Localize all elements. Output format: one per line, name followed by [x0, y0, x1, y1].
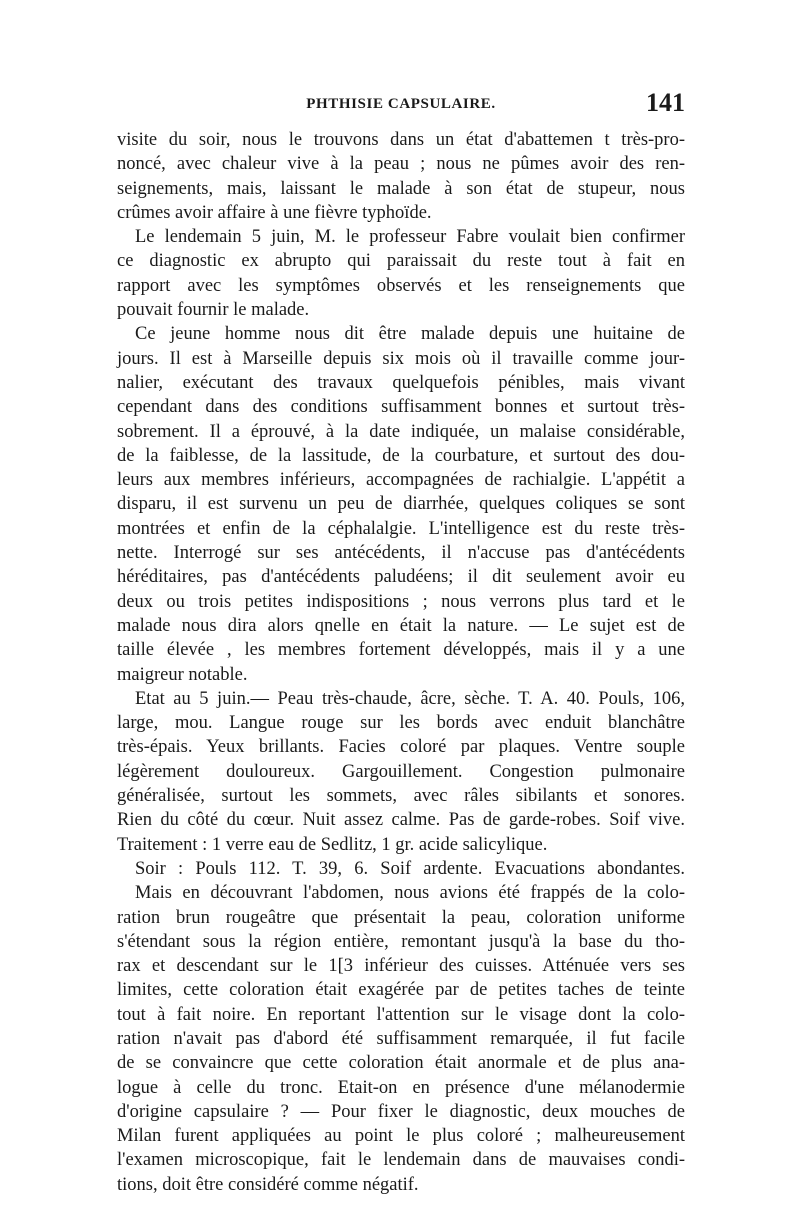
text-line: logue à celle du tronc. Etait-on en présence d'une mélanodermie: [117, 1077, 685, 1098]
text-line: leurs aux membres inférieurs, accompagnées de rachialgie. L'appétit a: [117, 470, 685, 491]
text-line: noncé, avec chaleur vive à la peau ; nous ne pûmes avoir des ren-: [117, 154, 685, 175]
text-line: sobrement. Il a éprouvé, à la date indiquée, un malaise considérable,: [117, 421, 685, 442]
text-line: pouvait fournir le malade.: [117, 300, 310, 321]
text-line: Soir : Pouls 112. T. 39, 6. Soif ardente. Evacuations abondantes.: [135, 858, 685, 879]
text-line: rapport avec les symptômes observés et les renseignements que: [117, 275, 685, 296]
text-line: nette. Interrogé sur ses antécédents, il n'accuse pas d'antécédents: [117, 543, 685, 564]
text-line: limites, cette coloration était exagérée par de petites taches de teinte: [117, 980, 685, 1001]
text-line: deux ou trois petites indispositions ; nous verrons plus tard et le: [117, 591, 685, 612]
text-line: maigreur notable.: [117, 664, 248, 685]
text-line: Milan furent appliquées au point le plus coloré ; malheureusement: [117, 1126, 685, 1147]
text-line: ration n'avait pas d'abord été suffisamment remarquée, il fut facile: [117, 1028, 685, 1049]
text-line: seignements, mais, laissant le malade à son état de stupeur, nous: [117, 178, 685, 199]
text-line: taille élevée , les membres fortement développés, mais il y a une: [117, 640, 685, 661]
text-line: visite du soir, nous le trouvons dans un état d'abattemen t très-pro-: [117, 130, 685, 150]
text-line: tout à fait noire. En reportant l'attention sur le visage dont la colo-: [117, 1004, 685, 1025]
text-line: large, mou. Langue rouge sur les bords avec enduit blanchâtre: [117, 713, 685, 734]
text-line: de la faiblesse, de la lassitude, de la courbature, et surtout des dou-: [117, 445, 685, 466]
text-line: Mais en découvrant l'abdomen, nous avions été frappés de la colo-: [135, 883, 685, 904]
running-head: [117, 88, 685, 122]
text-line: rax et descendant sur le 1[3 inférieur des cuisses. Atténuée vers ses: [117, 956, 685, 977]
text-line: Traitement : 1 verre eau de Sedlitz, 1 gr. acide salicylique.: [117, 834, 548, 855]
text-line: ration brun rougeâtre que présentait la peau, coloration uniforme: [117, 907, 685, 928]
text-line: tions, doit être considéré comme négatif.: [117, 1174, 419, 1195]
text-line: s'étendant sous la région entière, remontant jusqu'à la base du tho-: [117, 931, 685, 952]
text-line: Rien du côté du cœur. Nuit assez calme. Pas de garde-robes. Soif vive.: [117, 810, 685, 831]
text-line: disparu, il est survenu un peu de diarrhée, quelques coliques se sont: [117, 494, 685, 515]
text-line: Ce jeune homme nous dit être malade depuis une huitaine de: [135, 324, 685, 345]
text-line: Le lendemain 5 juin, M. le professeur Fabre voulait bien confirmer: [135, 227, 685, 248]
body-text: [117, 128, 685, 1197]
text-line: crûmes avoir affaire à une fièvre typhoïde.: [117, 202, 432, 223]
text-line: Etat au 5 juin.— Peau très-chaude, âcre, sèche. T. A. 40. Pouls, 106,: [135, 688, 685, 709]
text-line: l'examen microscopique, fait le lendemain dans de mauvaises condi-: [117, 1150, 685, 1171]
text-line: d'origine capsulaire ? — Pour fixer le diagnostic, deux mouches de: [117, 1101, 685, 1122]
text-line: cependant dans des conditions suffisamment bonnes et surtout très-: [117, 397, 685, 418]
text-line: montrées et enfin de la céphalalgie. L'intelligence est du reste très-: [117, 518, 685, 539]
text-line: très-épais. Yeux brillants. Facies coloré par plaques. Ventre souple: [117, 737, 685, 758]
page-number: 141: [646, 88, 685, 117]
text-line: généralisée, surtout les sommets, avec râles sibilants et sonores.: [117, 786, 685, 807]
text-line: malade nous dira alors qnelle en était la nature. — Le sujet est de: [117, 615, 685, 636]
text-line: légèrement douloureux. Gargouillement. Congestion pulmonaire: [117, 761, 685, 782]
running-title: PHTHISIE CAPSULAIRE.: [306, 96, 496, 112]
text-line: jours. Il est à Marseille depuis six mois où il travaille comme jour-: [117, 348, 685, 369]
text-line: héréditaires, pas d'antécédents paludéens; il dit seulement avoir eu: [117, 567, 685, 588]
text-line: de se convaincre que cette coloration était anormale et de plus ana-: [117, 1053, 685, 1074]
text-line: ce diagnostic ex abrupto qui paraissait du reste tout à fait en: [117, 251, 685, 272]
text-line: nalier, exécutant des travaux quelquefois pénibles, mais vivant: [117, 372, 685, 393]
